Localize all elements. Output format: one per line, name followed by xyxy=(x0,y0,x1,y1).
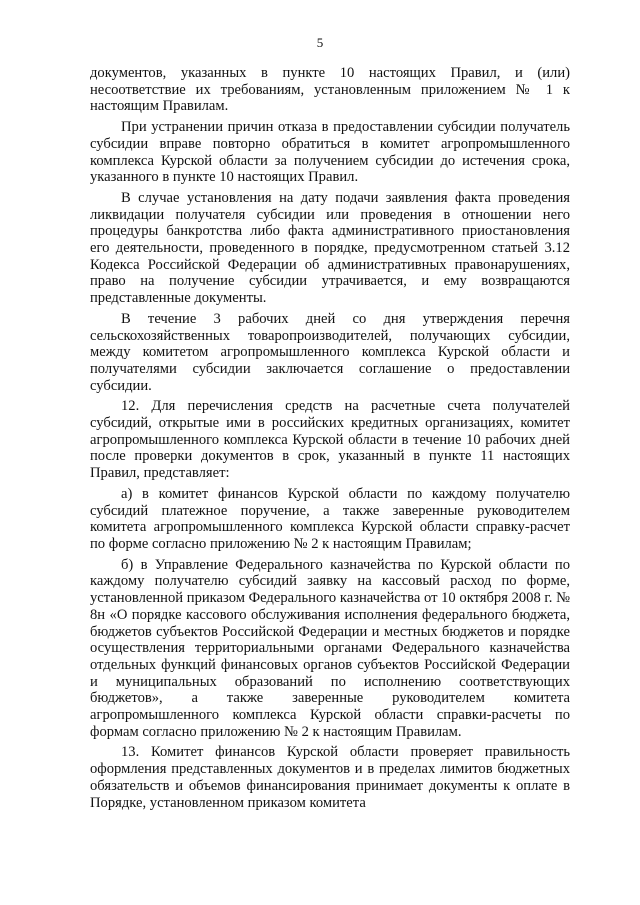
paragraph-item-12: 12. Для перечисления средств на расчетные счета получателей субсидий, открытые ими в российских кредитных организациях, комитет агропромышленного комплекса Курской области в течение 10 рабочих дней после проверки документов в срок, указанный в пункте 11 настоящих Правил, представляет: xyxy=(90,398,570,482)
paragraph-resubmission: При устранении причин отказа в предоставлении субсидии получатель субсидии вправе повторно обратиться в комитет агропромышленного комплекса Курской области за получением субсидии до истечения срока, указанного в пункте 10 настоящих Правил. xyxy=(90,119,570,186)
paragraph-continuation: документов, указанных в пункте 10 настоящих Правил, и (или) несоответствие их требованиям, установленным приложением № 1 к настоящим Правилам. xyxy=(90,65,570,115)
page-number: 5 xyxy=(316,35,324,50)
document-body xyxy=(90,65,570,815)
paragraph-item-13: 13. Комитет финансов Курской области проверяет правильность оформления представленных документов и в пределах лимитов бюджетных обязательств и объемов финансирования принимает документы к оплате в Порядке, установленном приказом комитета xyxy=(90,744,570,811)
paragraph-liquidation: В случае установления на дату подачи заявления факта проведения ликвидации получателя субсидии или проведения в отношении него процедуры банкротства либо факта административного приостановления его деятельности, проведенного в порядке, предусмотренном статьей 3.12 Кодекса Российской Федерации об административных правонарушениях, право на получение субсидии утрачивается, и ему возвращаются представленные документы. xyxy=(90,189,570,307)
paragraph-item-12a: а) в комитет финансов Курской области по каждому получателю субсидий платежное поручение, а также заверенные руководителем комитета агропромышленного комплекса Курской области справку-расчет по форме согласно приложению № 2 к настоящим Правилам; xyxy=(90,485,570,552)
paragraph-agreement: В течение 3 рабочих дней со дня утверждения перечня сельскохозяйственных товаропроизводителей, получающих субсидии, между комитетом агропромышленного комплекса Курской области и получателями субсидии заключается соглашение о предоставлении субсидии. xyxy=(90,310,570,394)
paragraph-item-12b: б) в Управление Федерального казначейства по Курской области по каждому получателю субсидий заявку на кассовый расход по форме, установленной приказом Федерального казначейства от 10 октября 2008 г. № 8н «О порядке кассового обслуживания исполнения федерального бюджета, бюджетов субъектов Российской Федерации и местных бюджетов и порядке осуществления территориальными органами Федерального казначейства отдельных функций финансовых органов субъектов Российской Федерации и муниципальных образований по исполнению соответствующих бюджетов», а также заверенные руководителем комитета агропромышленного комплекса Курской области справки-расчеты по формам согласно приложению № 2 к настоящим Правилам. xyxy=(90,556,570,740)
